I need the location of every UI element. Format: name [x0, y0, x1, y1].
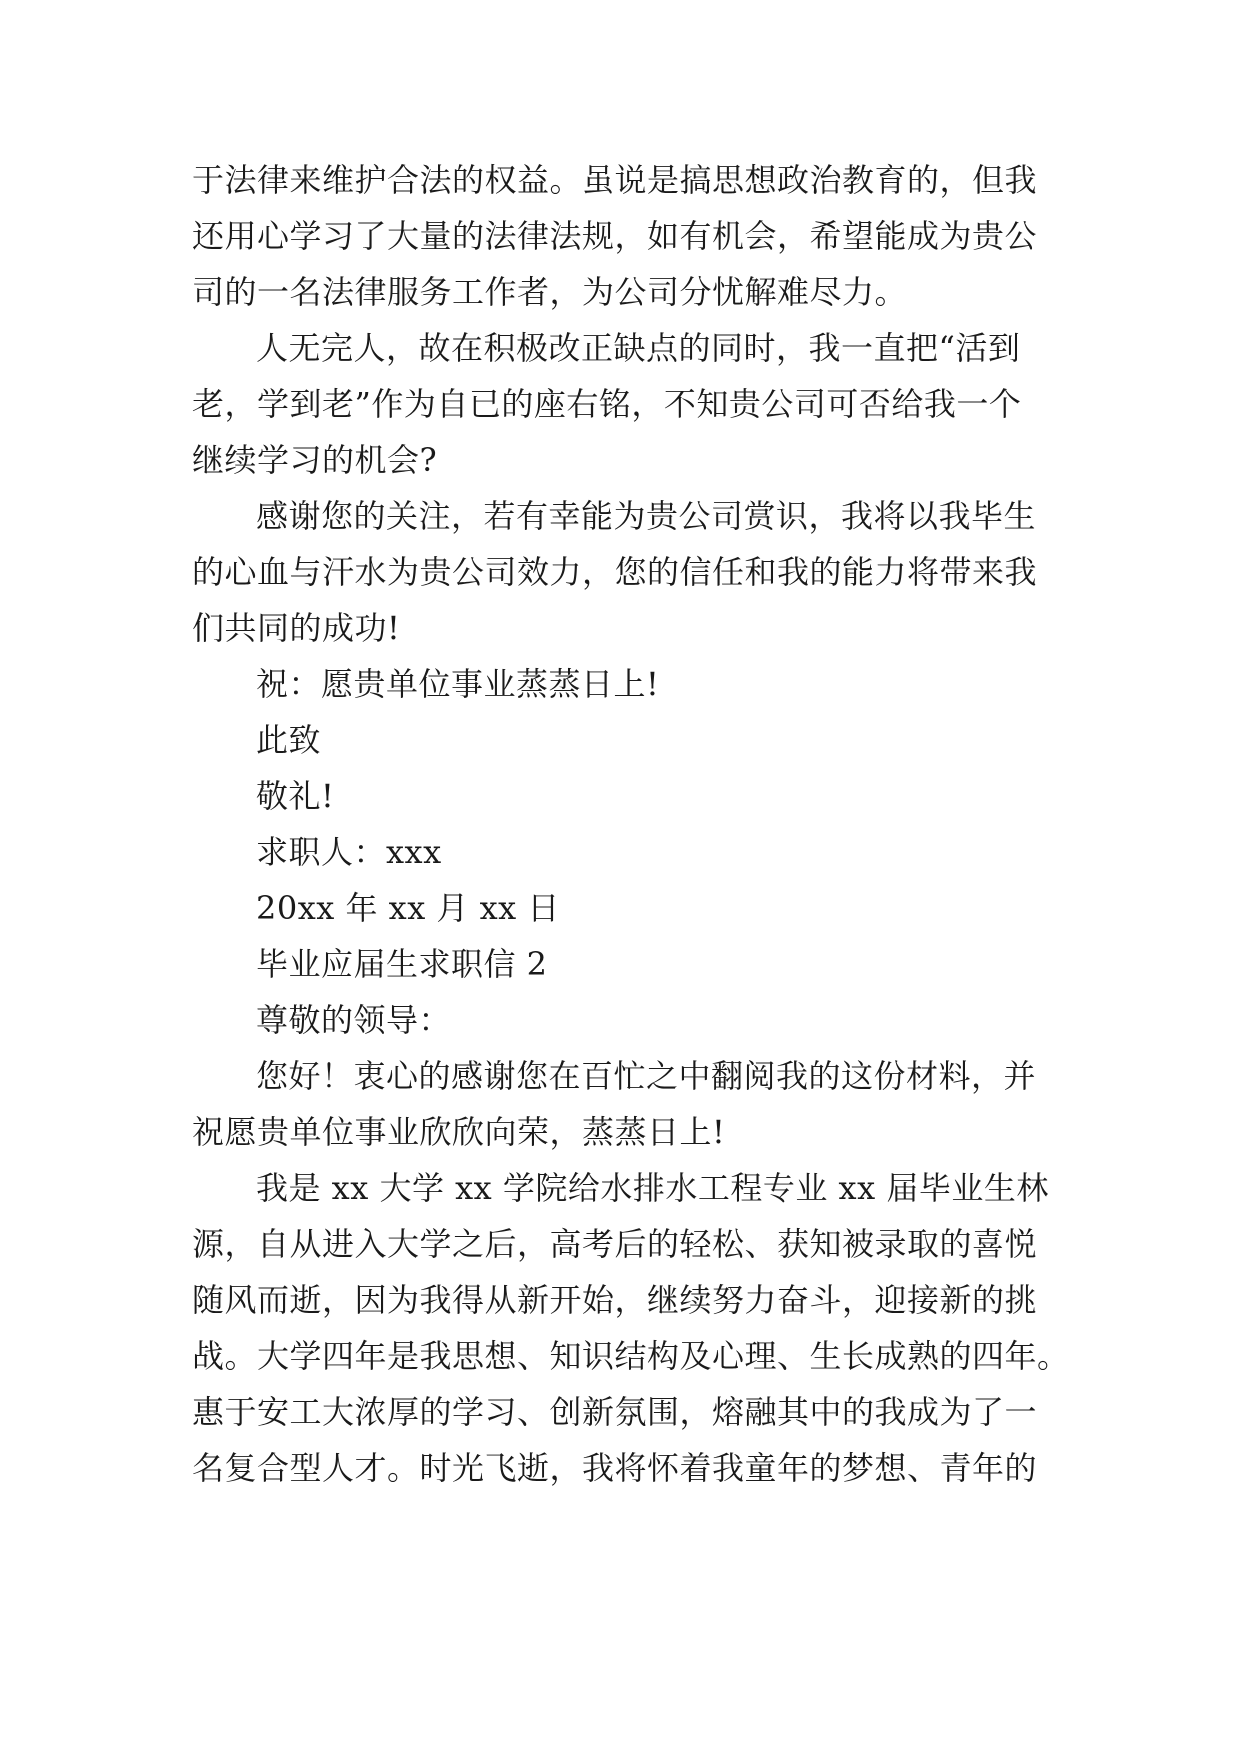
text-line: 司的一名法律服务工作者，为公司分忧解难尽力。: [192, 273, 908, 311]
text-line: 战。大学四年是我思想、知识结构及心理、生长成熟的四年。: [192, 1337, 1070, 1375]
paragraph-first-line: 感谢您的关注，若有幸能为贵公司赏识，我将以我毕生: [256, 497, 1037, 535]
paragraph-first-line: 您好！衷心的感谢您在百忙之中翻阅我的这份材料，并: [256, 1057, 1037, 1095]
closing-salutation: 此致: [256, 721, 322, 759]
text-line: 的心血与汗水为贵公司效力，您的信任和我的能力将带来我: [192, 553, 1038, 591]
text-line: 还用心学习了大量的法律法规，如有机会，希望能成为贵公: [192, 217, 1038, 255]
text-line: 源，自从进入大学之后，高考后的轻松、获知被录取的喜悦: [192, 1225, 1038, 1263]
text-line: 老，学到老”作为自已的座右铭，不知贵公司可否给我一个: [192, 385, 1022, 423]
paragraph-first-line: 我是 xx 大学 xx 学院给水排水工程专业 xx 届毕业生林: [256, 1169, 1049, 1207]
text-line: 继续学习的机会?: [192, 441, 438, 479]
text-line: 名复合型人才。时光飞逝，我将怀着我童年的梦想、青年的: [192, 1449, 1038, 1487]
text-line: 祝愿贵单位事业欣欣向荣，蒸蒸日上!: [192, 1113, 726, 1151]
section-heading: 毕业应届生求职信 2: [256, 945, 548, 983]
text-line: 们共同的成功!: [192, 609, 401, 647]
letter-greeting: 尊敬的领导：: [256, 1001, 452, 1039]
letter-date: 20xx 年 xx 月 xx 日: [256, 889, 560, 927]
text-line: 随风而逝，因为我得从新开始，继续努力奋斗，迎接新的挑: [192, 1281, 1038, 1319]
applicant-signature: 求职人：xxx: [256, 833, 442, 871]
paragraph-first-line: 人无完人，故在积极改正缺点的同时，我一直把“活到: [256, 329, 1021, 367]
closing-wish: 祝：愿贵单位事业蒸蒸日上!: [256, 665, 660, 703]
closing-regards: 敬礼!: [256, 777, 335, 815]
text-line: 惠于安工大浓厚的学习、创新氛围，熔融其中的我成为了一: [192, 1393, 1038, 1431]
text-line: 于法律来维护合法的权益。虽说是搞思想政治教育的，但我: [192, 161, 1038, 199]
